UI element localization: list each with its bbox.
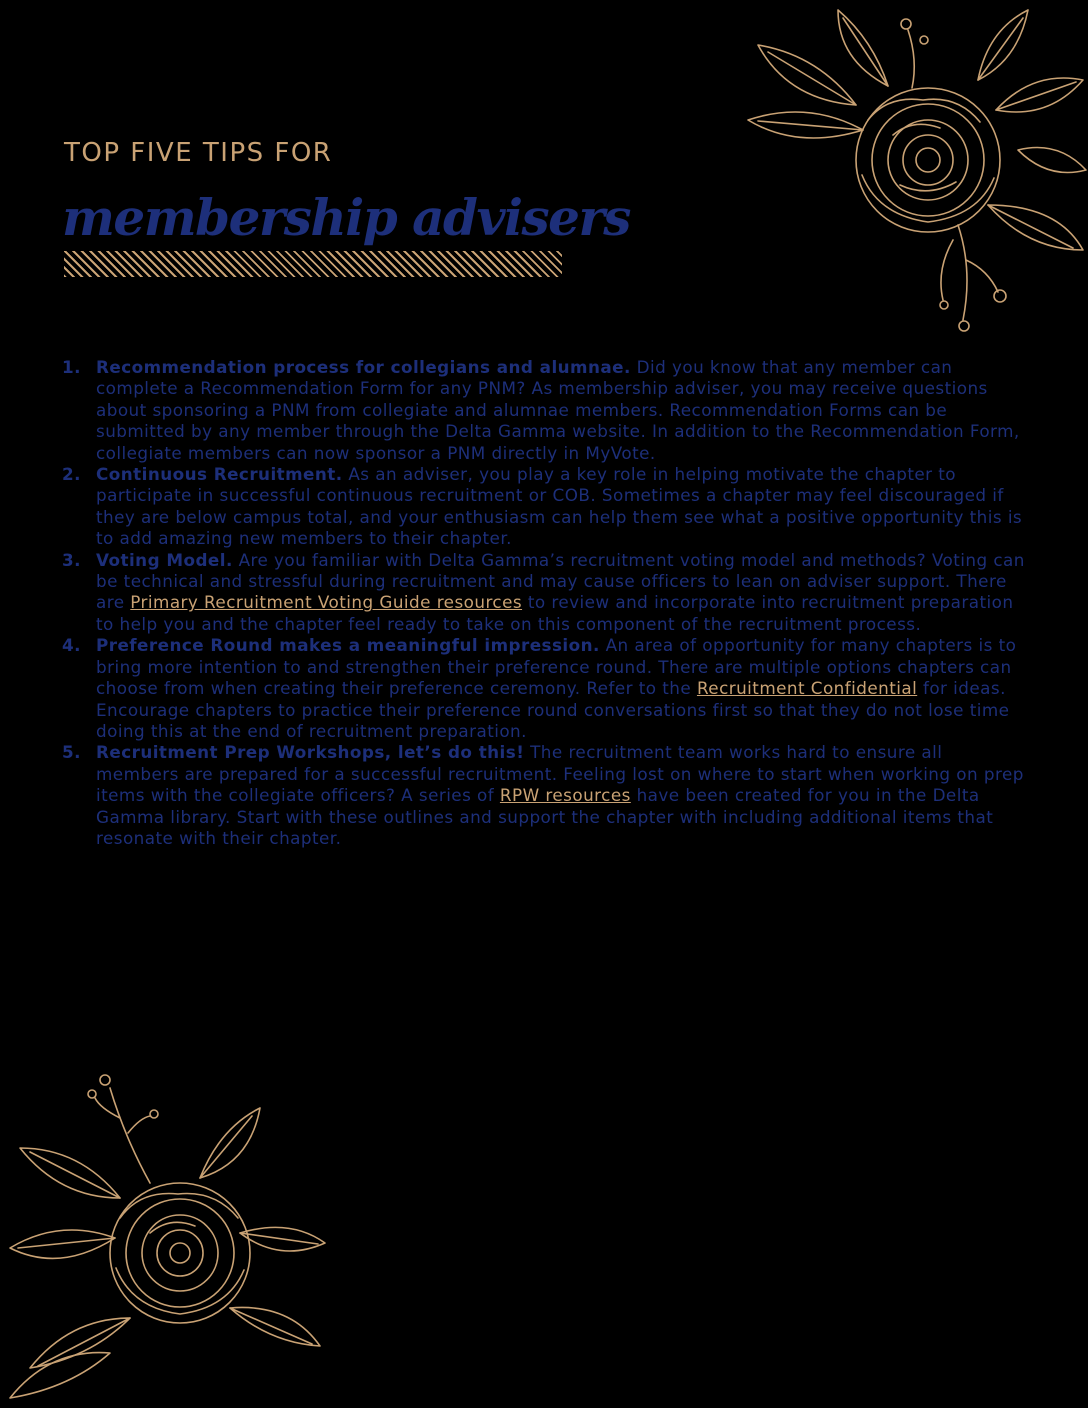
list-item: [62, 464, 1030, 550]
leaf-icon: [748, 10, 1086, 250]
rose-icon: [856, 88, 1000, 232]
list-item-number: 4.: [62, 635, 81, 656]
list-item-text: As an adviser, you play a key role in helping motivate the chapter to participate in successful continuous recruitment or COB. Sometimes a chapter may feel discouraged if they are below campus total, and your enthusiasm can help them see what a positive opportunity this is to add amazing new members to their chapter.: [96, 464, 1023, 549]
rose-icon: [110, 1183, 250, 1323]
rpw-resources-link[interactable]: RPW resources: [499, 785, 631, 806]
list-item-number: 2.: [62, 464, 81, 485]
list-item-heading: Recruitment Prep Workshops, let’s do this!: [96, 742, 525, 763]
branch-icon: [901, 19, 1006, 331]
list-item-text: for ideas. Encourage chapters to practice their preference round conversations first so that they do not lose time doing this at the end of recruitment preparation.: [96, 678, 1010, 741]
list-item-text: The recruitment team works hard to ensure all members are prepared for a successful recruitment. Feeling lost on where to start when working on prep items with the collegiate officers? A series of: [96, 742, 1024, 806]
list-item-heading: Recommendation process for collegians and alumnae.: [96, 357, 631, 377]
list-item-text: Are you familiar with Delta Gamma’s recruitment voting model and methods? Voting can be technical and stressful during recruitment and may cause officers to lean on adviser support. There are: [96, 549, 1025, 613]
list-item-text: Did you know that any member can complete a Recommendation Form for any PNM? As membership adviser, you may receive questions about sponsoring a PNM from collegiate and alumnae members. Recommendation Forms can be submitted by any member through the Delta Gamma website. In addition to the Recommendation Form, collegiate members can now sponsor a PNM directly in MyVote.: [96, 357, 1020, 463]
list-item-number: 1.: [62, 357, 81, 377]
list-item-number: 3.: [62, 549, 81, 570]
list-item-text: An area of opportunity for many chapters is to bring more intention to and strengthen their preference round. There are multiple options chapters can choose from when creating their preference ceremony. Refer to the: [96, 635, 1017, 699]
leaf-icon: [10, 1108, 325, 1398]
voting-guide-resources-link[interactable]: Primary Recruitment Voting Guide resources: [130, 592, 523, 613]
branch-icon: [88, 1075, 158, 1183]
list-item-heading: Voting Model.: [96, 549, 233, 570]
list-item-text: have been created for you in the Delta Gamma library. Start with these outlines and support the chapter with including additional items that resonate with their chapter.: [96, 785, 994, 848]
list-item-number: 5.: [62, 742, 81, 763]
list-item: [62, 357, 1030, 464]
tips-list: [62, 357, 1030, 849]
floral-bottom-left-illustration: [0, 1068, 330, 1408]
list-item: [62, 742, 1030, 849]
list-item-text: to review and incorporate into recruitment preparation to help you and the chapter feel ready to take on this component of the recruitment process.: [96, 592, 1014, 634]
recruitment-confidential-link[interactable]: Recruitment Confidential: [696, 678, 918, 699]
page-title: membership advisers: [62, 188, 630, 247]
page-kicker: TOP FIVE TIPS FOR: [64, 138, 333, 168]
list-item-heading: Preference Round makes a meaningful impression.: [96, 635, 600, 656]
list-item: [62, 550, 1030, 636]
list-item: [62, 635, 1030, 742]
hatched-underline: [64, 251, 562, 277]
list-item-heading: Continuous Recruitment.: [96, 464, 343, 485]
floral-top-right-illustration: [688, 0, 1088, 340]
